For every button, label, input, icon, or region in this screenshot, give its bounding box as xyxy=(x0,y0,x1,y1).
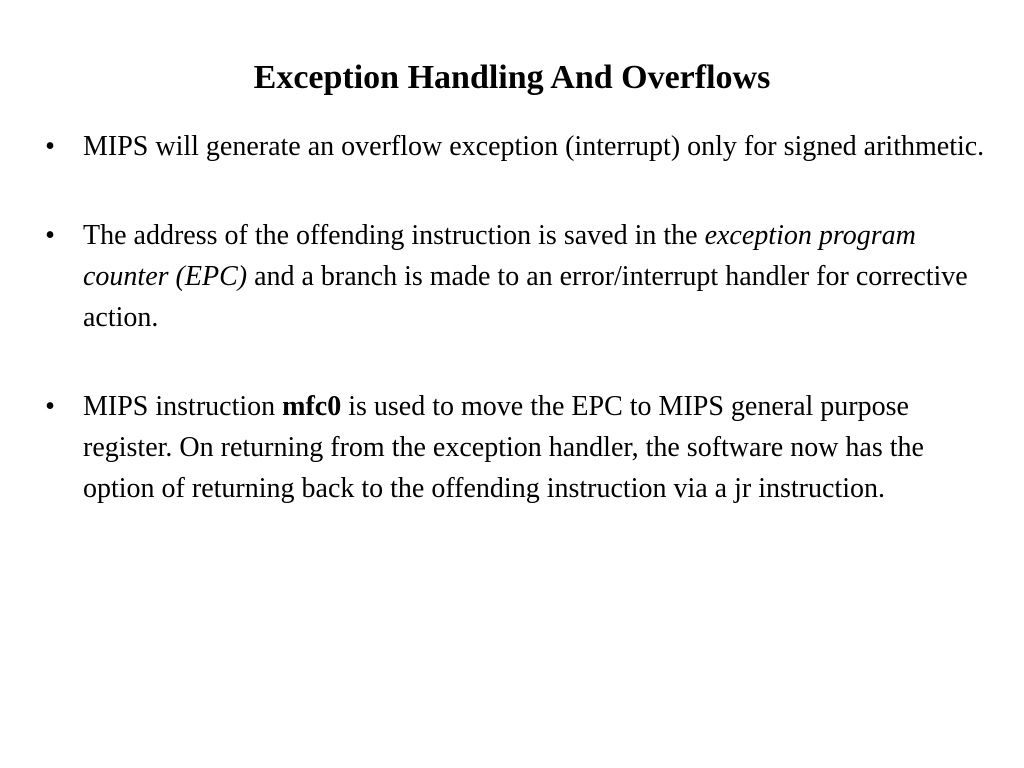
bullet-text-before: MIPS instruction xyxy=(83,391,283,422)
slide-title: Exception Handling And Overflows xyxy=(253,59,771,96)
bullet-text-after: and a branch is made to an error/interrupt handler for corrective action. xyxy=(83,261,968,333)
bullet-icon: • xyxy=(45,391,55,422)
bullet-icon: • xyxy=(45,220,55,251)
bullet-text: MIPS will generate an overflow exception (interrupt) only for signed arithmetic. xyxy=(83,131,985,162)
bullet-text-before: The address of the offending instruction is saved in the xyxy=(83,220,705,251)
bullet-list xyxy=(40,126,990,509)
bullet-text-bold: mfc0 xyxy=(282,391,342,422)
bullet-item-epc xyxy=(40,215,990,338)
bullet-icon: • xyxy=(45,131,55,162)
bullet-text-italic: exception program counter (EPC) xyxy=(83,220,916,292)
bullet-item-overflow xyxy=(40,126,990,167)
bullet-item-mfc0 xyxy=(40,386,990,509)
bullet-text-after: is used to move the EPC to MIPS general purpose register. On returning from the exception handler, the software now has the option of returning back to the offending instruction via a jr instruction. xyxy=(83,391,924,504)
